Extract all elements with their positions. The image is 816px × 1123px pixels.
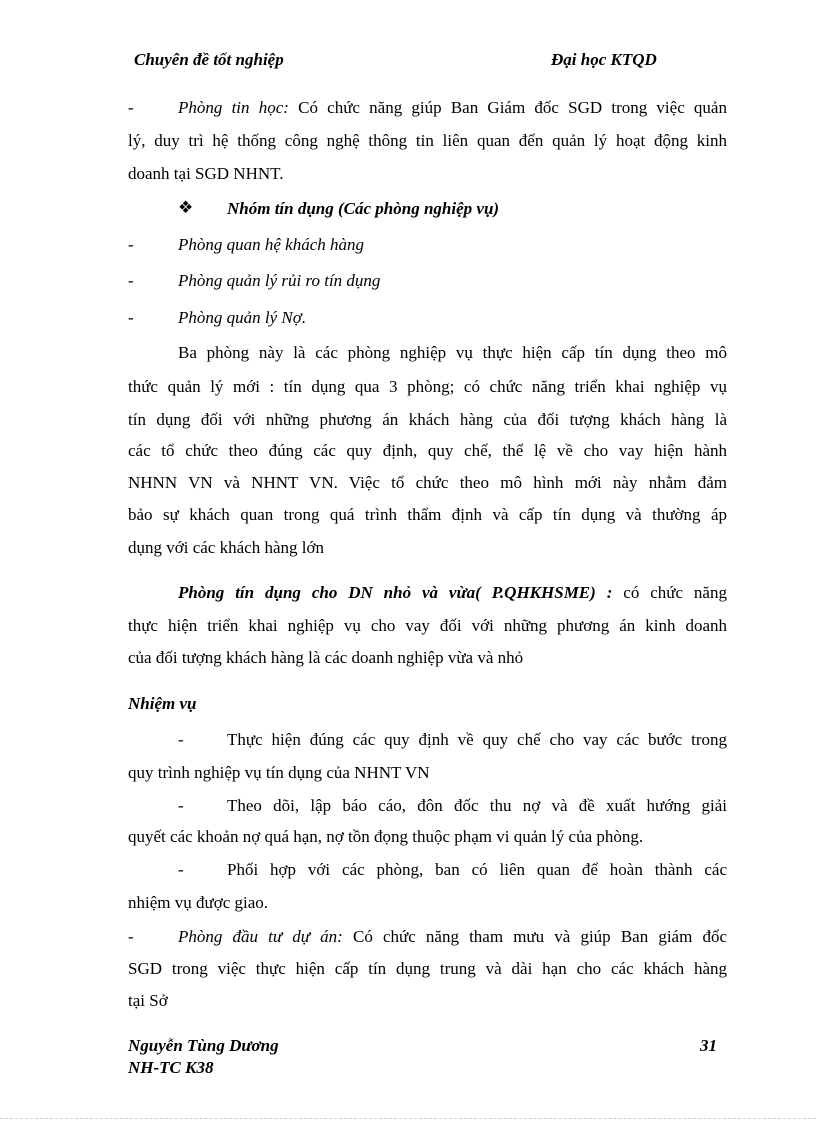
dash-marker: - bbox=[128, 98, 134, 117]
p2-line-6: bảo sự khách quan trong quá trình thẩm định và cấp tín dụng và thường áp bbox=[128, 505, 727, 524]
p2-line-4: các tổ chức theo đúng các quy định, quy chế, thể lệ về cho vay hiện hành bbox=[128, 441, 727, 460]
list-item: Phòng quan hệ khách hàng bbox=[178, 235, 365, 254]
duty-line: quy trình nghiệp vụ tín dụng của NHNT VN bbox=[128, 763, 430, 782]
header-right: Đại học KTQD bbox=[551, 50, 657, 69]
dash-marker: - bbox=[178, 860, 184, 879]
duty-line: Theo dõi, lập báo cáo, đôn đốc thu nợ và đề xuất hướng giải bbox=[227, 796, 727, 815]
p3-label: Phòng tín dụng cho DN nhỏ và vừa( P.QHKHSME) : bbox=[178, 583, 613, 602]
p3-line-3: của đối tượng khách hàng là các doanh nghiệp vừa và nhỏ bbox=[128, 648, 524, 667]
p1-text-1: Có chức năng giúp Ban Giám đốc SGD trong việc quản bbox=[288, 98, 727, 117]
footer-class: NH-TC K38 bbox=[128, 1058, 214, 1077]
diamond-bullet-icon: ❖ bbox=[178, 198, 194, 217]
p1-line-2: lý, duy trì hệ thống công nghệ thông tin liên quan đến quản lý hoạt động kinh bbox=[128, 131, 727, 150]
dash-marker: - bbox=[128, 271, 134, 290]
p4-label: Phòng đầu tư dự án: bbox=[178, 927, 343, 946]
duty-line: quyết các khoản nợ quá hạn, nợ tồn đọng thuộc phạm vi quản lý của phòng. bbox=[128, 827, 644, 846]
p4-line-3: tại Sở bbox=[128, 991, 168, 1010]
dash-marker: - bbox=[128, 927, 134, 946]
p3-line-1 bbox=[178, 583, 727, 603]
dash-marker: - bbox=[128, 235, 134, 254]
dash-marker: - bbox=[128, 308, 134, 327]
duty-line: Phối hợp với các phòng, ban có liên quan để hoàn thành các bbox=[227, 860, 727, 879]
p1-line-1 bbox=[178, 98, 727, 118]
p2-line-2: thức quản lý mới : tín dụng qua 3 phòng; có chức năng triển khai nghiệp vụ bbox=[128, 377, 727, 396]
duty-line: Thực hiện đúng các quy định về quy chế cho vay các bước trong bbox=[227, 730, 727, 749]
p4-line-1 bbox=[178, 927, 727, 947]
dash-marker: - bbox=[178, 796, 184, 815]
page-bottom-divider bbox=[0, 1118, 816, 1119]
list-item: Phòng quản lý rủi ro tín dụng bbox=[178, 271, 381, 290]
p2-line-3: tín dụng đối với những phương án khách hàng của đối tượng khách hàng là bbox=[128, 410, 727, 429]
p2-line-5: NHNN VN và NHNT VN. Việc tổ chức theo mô hình mới này nhằm đảm bbox=[128, 473, 727, 492]
duty-heading: Nhiệm vụ bbox=[128, 694, 197, 713]
p2-line-7: dụng với các khách hàng lớn bbox=[128, 538, 324, 557]
list-item: Phòng quản lý Nợ. bbox=[178, 308, 307, 327]
footer-author: Nguyễn Tùng Dương bbox=[128, 1036, 279, 1055]
duty-line: nhiệm vụ được giao. bbox=[128, 893, 269, 912]
header-left: Chuyên đề tốt nghiệp bbox=[134, 50, 284, 69]
dash-marker: - bbox=[178, 730, 184, 749]
p3-line-2: thực hiện triển khai nghiệp vụ cho vay đối với những phương án kinh doanh bbox=[128, 616, 727, 635]
p4-text-1: Có chức năng tham mưu và giúp Ban giám đốc bbox=[342, 927, 728, 946]
p1-label: Phòng tin học: bbox=[178, 98, 289, 117]
group-title: Nhóm tín dụng (Các phòng nghiệp vụ) bbox=[227, 199, 500, 218]
page-number: 31 bbox=[700, 1036, 717, 1055]
p2-line-1: Ba phòng này là các phòng nghiệp vụ thực hiện cấp tín dụng theo mô bbox=[178, 343, 727, 362]
p4-line-2: SGD trong việc thực hiện cấp tín dụng trung và dài hạn cho các khách hàng bbox=[128, 959, 727, 978]
p3-text-1: có chức năng bbox=[612, 583, 727, 602]
p1-line-3: doanh tại SGD NHNT. bbox=[128, 164, 284, 183]
